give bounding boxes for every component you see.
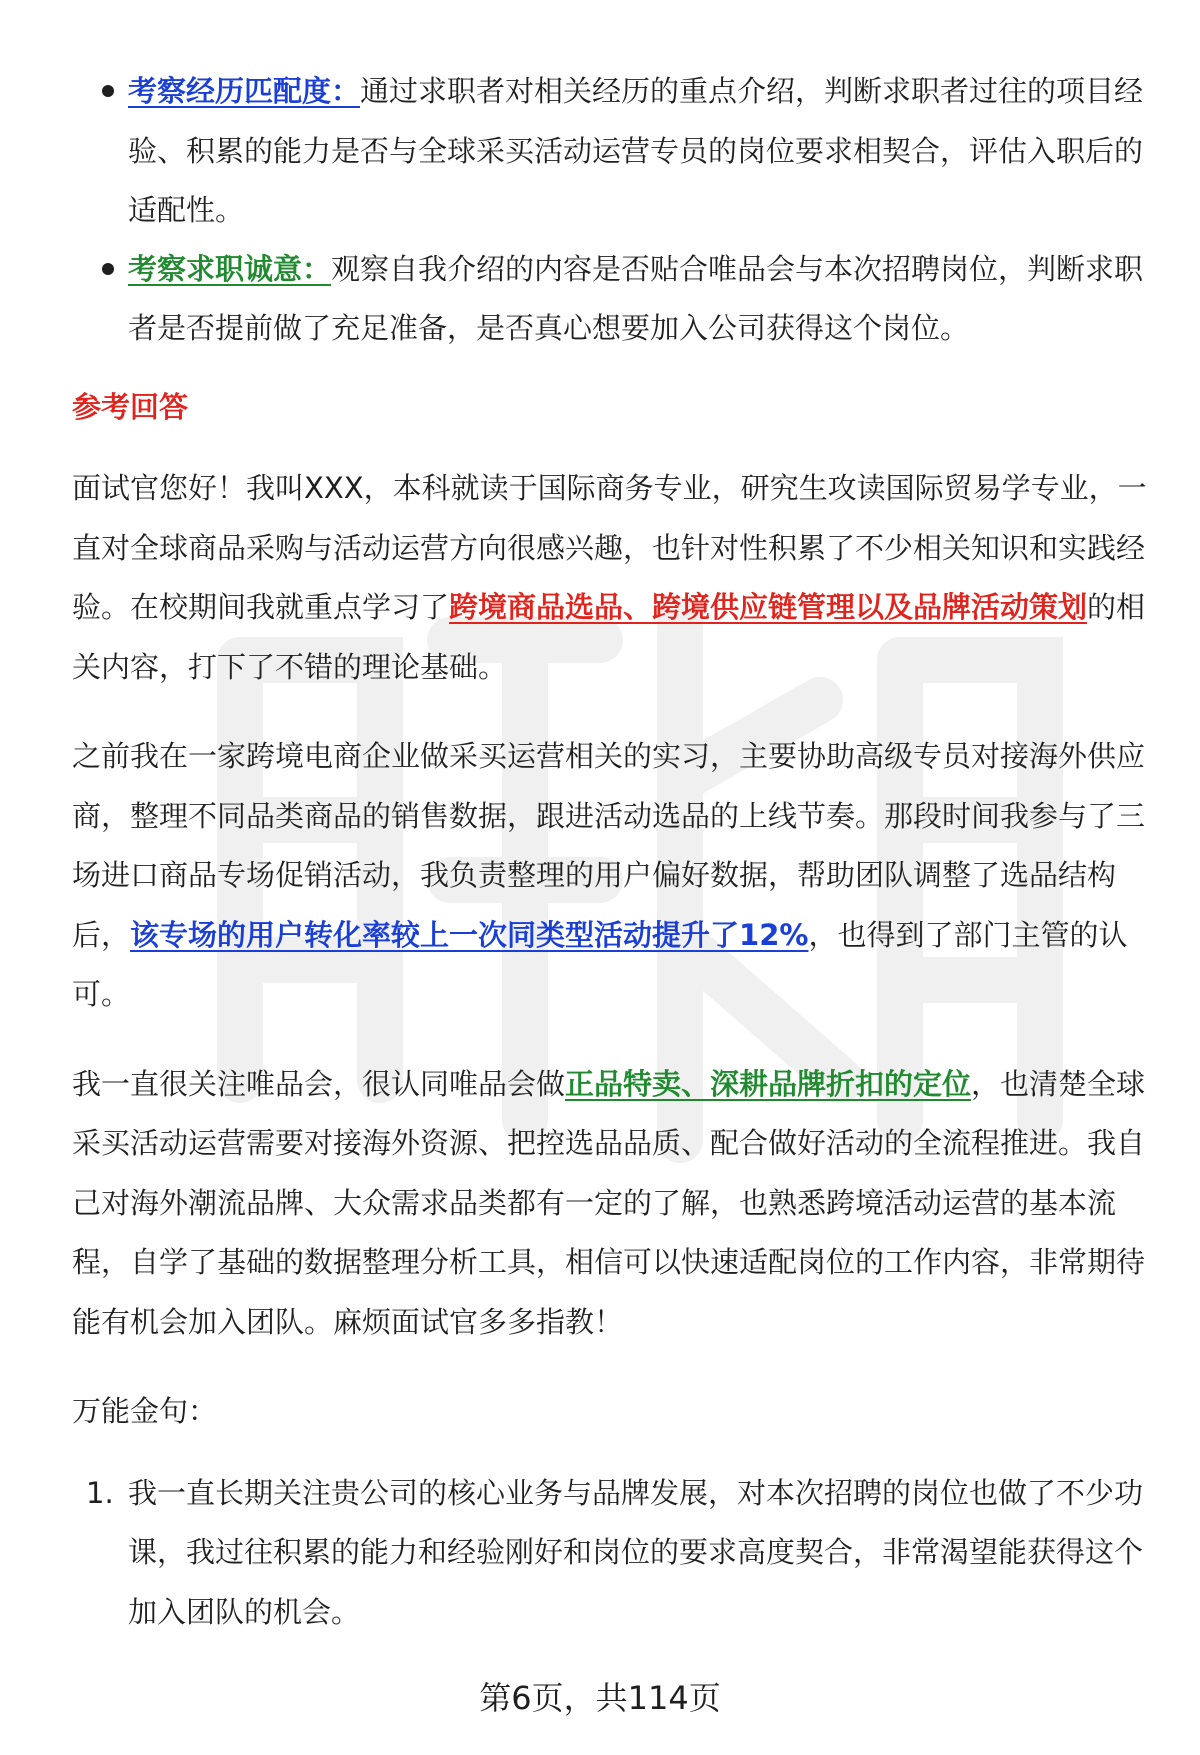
answer-p1-text-before: 面试官您好！我叫XXX，本科就读于国际商务专业，研究生攻读国际贸易学专业，一直对全球商品采购与活动运营方向很感兴趣，也针对性积累了不少相关知识和实践经验。在校期间我就重点学习了 — [72, 471, 1147, 624]
answer-p3-text-before: 我一直很关注唯品会，很认同唯品会做 — [72, 1066, 566, 1101]
bullet-label-sincerity: 考察求职诚意： — [128, 251, 332, 286]
answer-paragraph-2 — [72, 727, 1152, 1025]
bullet-text-sincerity: 观察自我介绍的内容是否贴合唯品会与本次招聘岗位，判断求职者是否提前做了充足准备，是否真心想要加入公司获得这个岗位。 — [128, 251, 1144, 345]
bullet-item-experience-match — [72, 62, 1152, 241]
reference-answer-heading: 参考回答 — [72, 389, 189, 424]
answer-p2-text-before: 之前我在一家跨境电商企业做采买运营相关的实习，主要协助高级专员对接海外供应商，整理不同品类商品的销售数据，跟进活动选品的上线节奏。那段时间我参与了三场进口商品专场促销活动，我负责整理的用户偏好数据，帮助团队调整了选品结构后， — [72, 739, 1146, 952]
answer-p2-text-after: ，也得到了部门主管的认可。 — [72, 917, 1128, 1011]
bullet-dot-icon — [102, 263, 114, 275]
page-content — [72, 62, 1152, 1642]
answer-p1-text-after: 的相关内容，打下了不错的理论基础。 — [72, 590, 1146, 684]
answer-p3-text-after: ，也清楚全球采买活动运营需要对接海外资源、把控选品品质、配合做好活动的全流程推进。我自己对海外潮流品牌、大众需求品类都有一定的了解，也熟悉跨境活动运营的基本流程，自学了基础的数据整理分析工具，相信可以快速适配岗位的工作内容，非常期待能有机会加入团队。麻烦面试官多多指教！ — [72, 1066, 1146, 1339]
answer-paragraph-3 — [72, 1055, 1152, 1353]
bullet-item-sincerity — [72, 240, 1152, 359]
answer-paragraph-1 — [72, 459, 1152, 697]
answer-p2-highlight: 该专场的用户转化率较上一次同类型活动提升了12% — [130, 917, 809, 952]
golden-sentence-item — [72, 1464, 1152, 1643]
bullet-text-experience-match: 通过求职者对相关经历的重点介绍，判断求职者过往的项目经验、积累的能力是否与全球采买活动运营专员的岗位要求相契合，评估入职后的适配性。 — [128, 74, 1144, 227]
golden-sentences-list — [72, 1464, 1152, 1643]
golden-sentence-number: 1. — [86, 1475, 114, 1510]
answer-p1-highlight: 跨境商品选品、跨境供应链管理以及品牌活动策划 — [449, 590, 1088, 624]
bullet-label-experience-match: 考察经历匹配度： — [128, 74, 361, 108]
page-footer: 第6页，共114页 — [479, 1679, 721, 1717]
evaluation-points-list — [72, 62, 1152, 359]
bullet-dot-icon — [102, 85, 114, 97]
golden-sentence-text: 我一直长期关注贵公司的核心业务与品牌发展，对本次招聘的岗位也做了不少功课，我过往积累的能力和经验刚好和岗位的要求高度契合，非常渴望能获得这个加入团队的机会。 — [128, 1475, 1144, 1629]
golden-sentences-title: 万能金句： — [72, 1394, 218, 1428]
answer-p3-highlight: 正品特卖、深耕品牌折扣的定位 — [565, 1066, 972, 1101]
